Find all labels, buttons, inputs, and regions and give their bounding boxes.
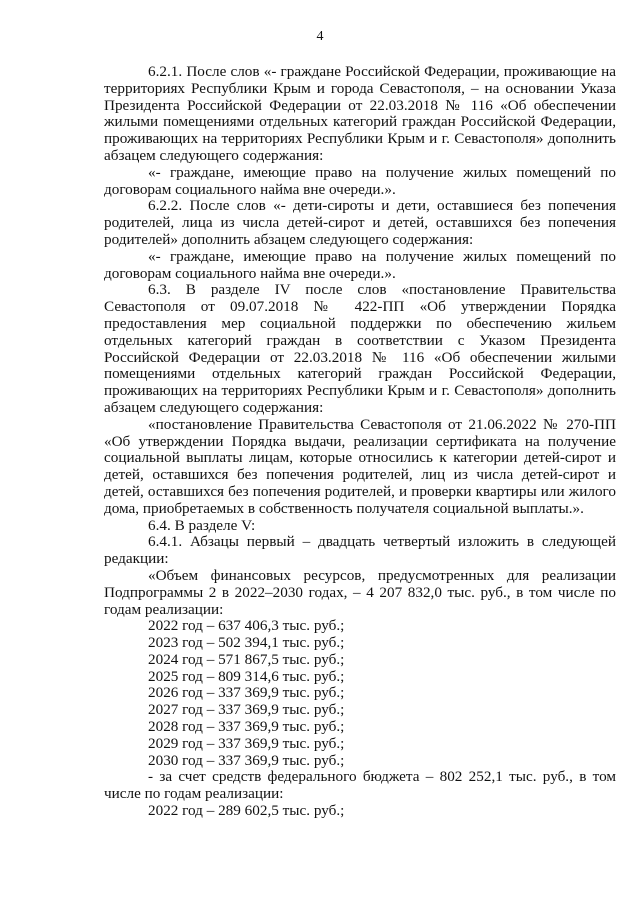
paragraph-6-3: 6.3. В разделе IV после слов «постановление Правительства Севастополя от 09.07.2018 № 422-ПП «Об утверждении Порядка предоставления мер социальной поддержки по обеспечению жильем отдельных категорий граждан в соответствии с Указом Президента Российской Федерации от 22.03.2018 № 116 «Об обеспечении жилыми помещениями отдельных категорий граждан Российской Федерации, проживающих на территориях Республики Крым и г. Севастополя» дополнить абзацем следующего содержания: [104,281,616,416]
page-number: 4 [316,29,324,44]
year-line: 2030 год – 337 369,9 тыс. руб.; [148,751,345,769]
paragraph-6-2-2: 6.2.2. После слов «- дети-сироты и дети, оставшиеся без попечения родителей, лица из числа детей-сирот и детей, оставшихся без попечения родителей» дополнить абзацем следующего содержания: [104,197,616,248]
document-body [104,64,616,820]
paragraph-quote-1: «- граждане, имеющие право на получение жилых помещений по договорам социального найма вне очереди.». [104,163,616,198]
paragraph-financing: «Объем финансовых ресурсов, предусмотренных для реализации Подпрограммы 2 в 2022–2030 годах, – 4 207 832,0 тыс. руб., в том числе по годам реализации: [104,566,616,618]
year-line: 2022 год – 637 406,3 тыс. руб.; [148,617,345,635]
year-line: 2029 год – 337 369,9 тыс. руб.; [148,734,345,752]
year-line: 2025 год – 809 314,6 тыс. руб.; [148,667,345,685]
paragraph-6-2-1: 6.2.1. После слов «- граждане Российской Федерации, проживающие на территориях Республики Крым и города Севастополя, – на основании Указа Президента Российской Федерации от 22.03.2018 № 116 «Об обеспечении жилыми помещениями отдельных категорий граждан Российской Федерации, проживающих на территориях Республики Крым и г. Севастополя» дополнить абзацем следующего содержания: [104,63,616,164]
paragraph-quote-3: «постановление Правительства Севастополя от 21.06.2022 № 270-ПП «Об утверждении Порядка выдачи, реализации сертификата на получение социальной выплаты лицам, которые относились к категории детей-сирот и детей, оставшихся без попечения родителей, лиц из числа детей-сирот и детей, оставшихся без попечения родителей, и проверки квартиры или жилого дома, приобретаемых в собственность получателя социальной выплаты.». [104,415,616,517]
year-line: 2027 год – 337 369,9 тыс. руб.; [148,701,345,719]
paragraph-federal-budget: - за счет средств федерального бюджета – 802 252,1 тыс. руб., в том числе по годам реализации: [104,768,616,803]
year-line: 2028 год – 337 369,9 тыс. руб.; [148,718,345,736]
paragraph-6-4: 6.4. В разделе V: [148,516,256,534]
paragraph-6-4-1: 6.4.1. Абзацы первый – двадцать четвертый изложить в следующей редакции: [104,533,616,568]
year-line: 2023 год – 502 394,1 тыс. руб.; [148,634,345,652]
year-line: 2026 год – 337 369,9 тыс. руб.; [148,684,345,702]
year-line-federal: 2022 год – 289 602,5 тыс. руб.; [148,802,345,820]
year-line: 2024 год – 571 867,5 тыс. руб.; [148,650,345,668]
paragraph-quote-2: «- граждане, имеющие право на получение жилых помещений по договорам социального найма вне очереди.». [104,247,616,282]
